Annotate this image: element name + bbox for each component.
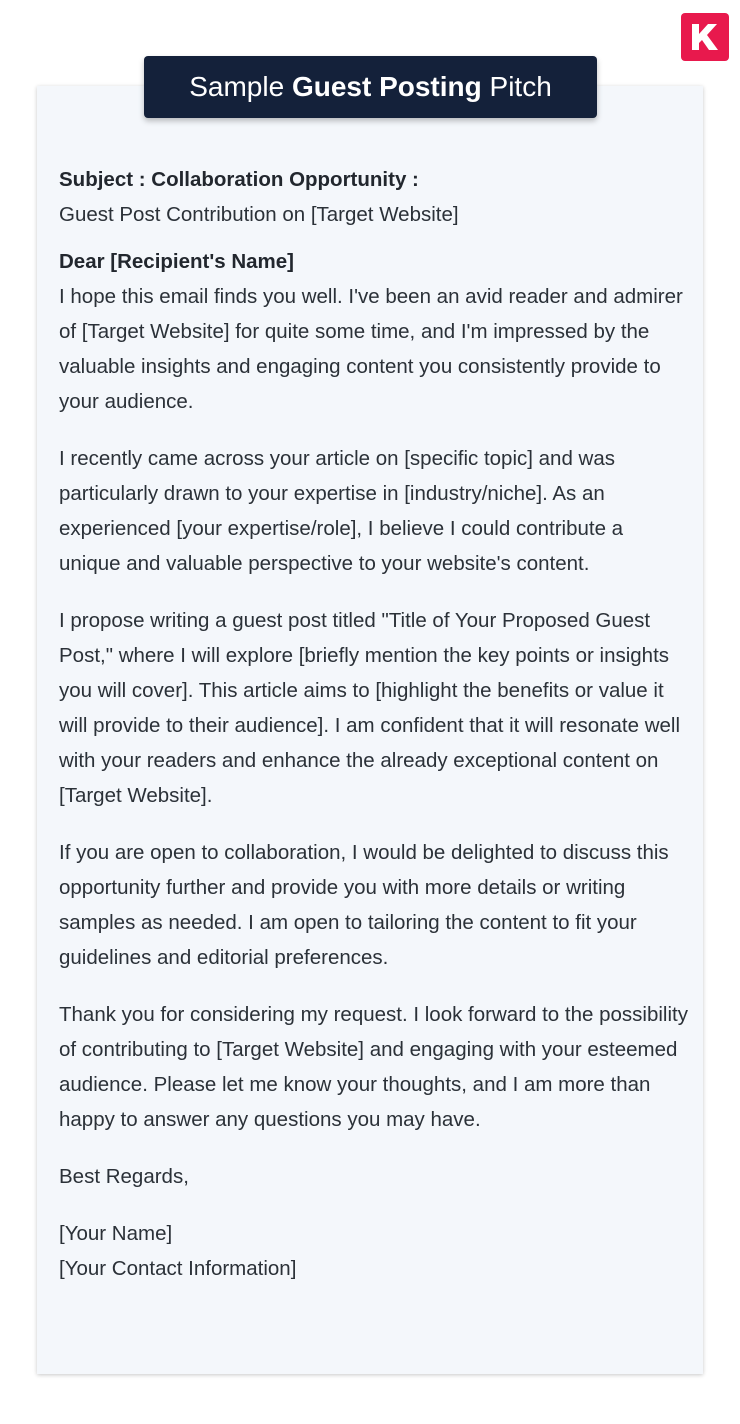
paragraph-2: I recently came across your article on [specific topic] and was particularly drawn to your expertise in [industry/niche]. As an experienced [your expertise/role], I believe I could contribute a unique and valuable perspective to your website's content. [59, 447, 624, 575]
paragraph-3: I propose writing a guest post titled "Title of Your Proposed Guest Post," where I will explore [briefly mention the key points or insights you will cover]. This article aims to [highlight the benefits or value it will provide to their audience]. I am confident that it will resonate well with your readers and enhance the already exceptional content on [Target Website]. [59, 609, 681, 807]
signature-contact: [Your Contact Information] [59, 1257, 297, 1280]
subject-label: Subject : Collaboration Opportunity : [59, 168, 419, 191]
closing: Best Regards, [59, 1165, 189, 1188]
signature-name: [Your Name] [59, 1222, 173, 1245]
page-title [144, 56, 597, 118]
letter-body [59, 162, 689, 1286]
paragraph-1: I hope this email finds you well. I've been an avid reader and admirer of [Target Website] for quite some time, and I'm impressed by the valuable insights and engaging content you consistently provide to your audience. [59, 285, 683, 413]
subject-text: Guest Post Contribution on [Target Website] [59, 203, 459, 226]
title-prefix: Sample [189, 71, 285, 102]
title-suffix: Pitch [489, 71, 552, 102]
title-bold: Guest Posting [291, 71, 482, 102]
km-logo-icon [681, 13, 729, 61]
paragraph-4: If you are open to collaboration, I would be delighted to discuss this opportunity further and provide you with more details or writing samples as needed. I am open to tailoring the content to fit your guidelines and editorial preferences. [59, 841, 669, 969]
greeting: Dear [Recipient's Name] [59, 250, 295, 273]
paragraph-5: Thank you for considering my request. I look forward to the possibility of contributing to [Target Website] and engaging with your esteemed audience. Please let me know your thoughts, and I am more than happy to answer any questions you may have. [59, 1003, 688, 1131]
